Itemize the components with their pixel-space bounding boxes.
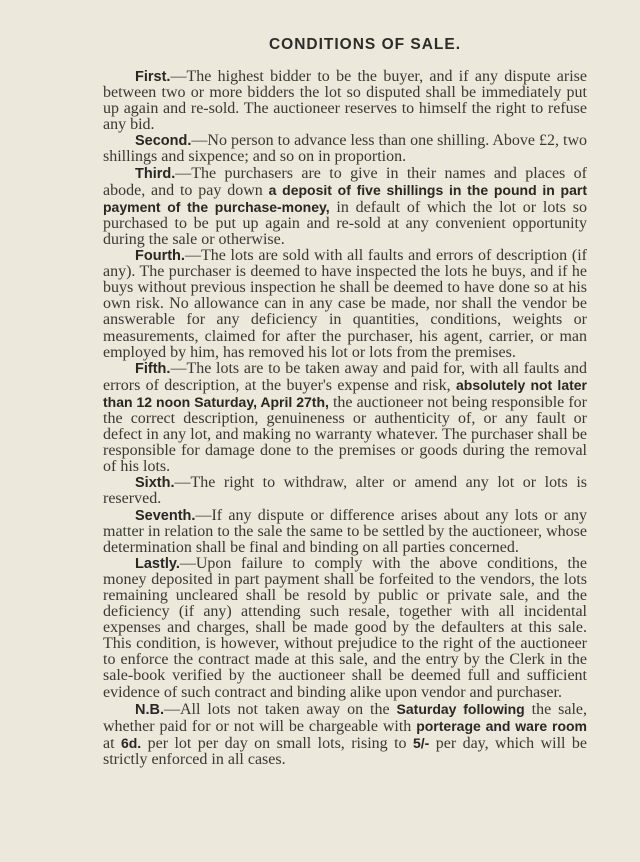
clause-text: —Upon failure to comply with the above conditions, the money deposited in part payment shall be forfeited to the vendors, the lots remaining uncleared shall be resold by public or private sale, and the deficiency (if any) attending such resale, together with all incidental expenses and charges, shall be made good by the defaulters at this sale. This condition, is however, without prejudice to the right of the auctioneer to enforce the contract made at this sale, and the entry by the Clerk in the sale-book verified by the auctioneer shall be deemed full and sufficient evidence of such contract and binding alike upon vendor and purchaser.	[103, 554, 587, 701]
clause-heading: Sixth.	[135, 475, 175, 492]
clause-text: —The highest bidder to be the buyer, and if any dispute arise between two or more bidders the lot so disputed shall be immediately put up again and re-sold. The auctioneer reserves to himself the right to refuse any bid.	[103, 68, 587, 134]
bold-text: Saturday following	[396, 700, 525, 717]
clause-fifth	[103, 361, 587, 476]
clause-text: in default of which the lot or lots so purchased to be put up again and re-sold at any convenient opportunity during the sale or otherwise.	[103, 198, 587, 248]
clause-first	[103, 69, 587, 133]
clause-text: —The lots are sold with all faults and errors of description (if any). The purchaser is deemed to have inspected the lots he buys, and if he buys without previous inspection he shall be deemed to have done so at his own risk. No allowance can in any case be made, nor shall the vendor be answerable for any deficiency in quantities, conditions, weights or measurements, claimed for after the purchaser, his agent, carrier, or man employed by him, has removed his lot or lots from the premises.	[103, 247, 587, 361]
clause-text: the auctioneer not being responsible for the correct description, genuineness or authenticity of, or any fault or defect in any lot, and making no warranty whatever. The purchaser shall be responsible for damage done to the premises or goods during the removal of his lots.	[103, 393, 587, 476]
clause-text: —No person to advance less than one shilling. Above £2, two shillings and sixpence; and so on in proportion.	[103, 132, 587, 166]
clause-heading: Fourth.	[135, 248, 185, 265]
clause-heading: Seventh.	[135, 507, 196, 524]
clause-fourth	[103, 248, 587, 361]
clause-text: the sale, whether paid for or not will be chargeable with	[103, 700, 587, 735]
clause-nb	[103, 701, 587, 768]
clause-text: —All lots not taken away on the	[164, 700, 397, 718]
bold-text: absolutely not later than 12 noon Saturday, April 27th,	[103, 376, 588, 410]
bold-text: 6d.	[120, 734, 142, 751]
clause-text: at	[103, 734, 121, 752]
clause-heading: Fifth.	[135, 360, 171, 377]
clause-second	[103, 133, 587, 165]
clause-sixth	[103, 475, 587, 507]
bold-text: a deposit of five shillings in the pound in part payment of the purchase-money,	[103, 181, 587, 215]
clause-third	[103, 166, 587, 248]
page-title: CONDITIONS OF SALE.	[268, 36, 462, 53]
clause-text: per day, which will be strictly enforced in all cases.	[103, 734, 587, 768]
clause-lastly	[103, 556, 587, 701]
clause-heading: Lastly.	[135, 555, 180, 572]
clause-text: —The purchasers are to give in their names and places of abode, and to pay down	[103, 164, 587, 199]
clause-text: —If any dispute or difference arises about any lots or any matter in relation to the sale the same to be settled by the auctioneer, whose determination shall be final and binding on all parties concerned.	[103, 506, 587, 556]
clause-heading: First.	[135, 69, 171, 85]
bold-text: porterage and ware room	[416, 717, 587, 734]
bold-text: 5/-	[412, 734, 430, 751]
clause-text: —The right to withdraw, alter or amend any lot or lots is reserved.	[103, 474, 587, 508]
clause-seventh	[103, 508, 587, 556]
clause-heading: N.B.	[135, 701, 164, 718]
clause-text: —The lots are to be taken away and paid for, with all faults and errors of description, at the buyer's expense and risk,	[103, 359, 587, 394]
clause-heading: Second.	[135, 133, 192, 150]
clause-text: per lot per day on small lots, rising to	[141, 734, 413, 752]
clause-heading: Third.	[135, 165, 176, 182]
